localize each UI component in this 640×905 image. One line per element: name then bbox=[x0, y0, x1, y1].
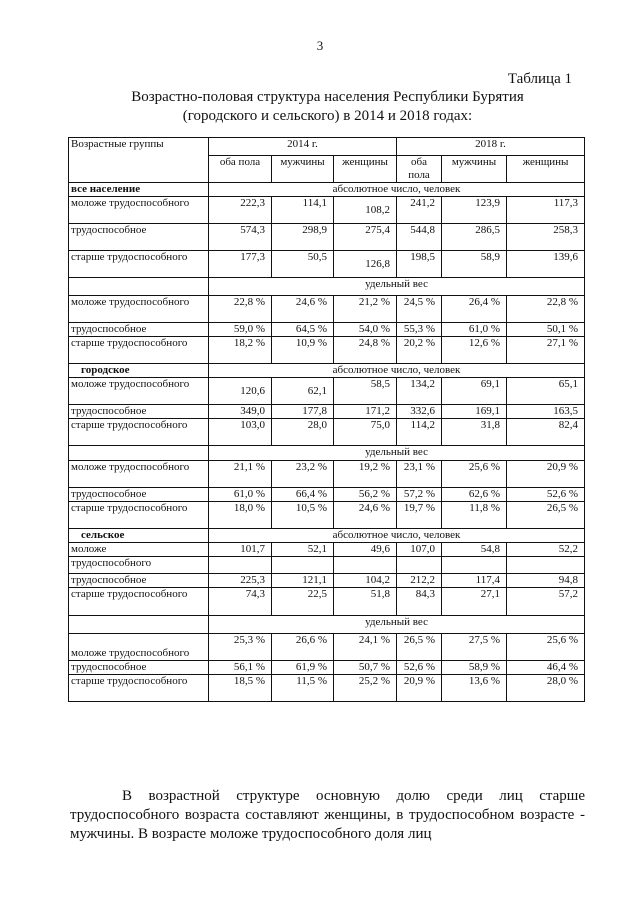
table-cell: 58,5 bbox=[334, 378, 397, 405]
table-cell: 10,9 % bbox=[272, 337, 334, 364]
header-row-years bbox=[69, 138, 585, 156]
table-cell: 12,6 % bbox=[442, 337, 507, 364]
table-cell: 64,5 % bbox=[272, 323, 334, 337]
table-cell: 171,2 bbox=[334, 405, 397, 419]
table-row bbox=[69, 378, 585, 405]
table-cell: 11,8 % bbox=[442, 502, 507, 529]
table-row bbox=[69, 405, 585, 419]
empty-cell bbox=[69, 446, 209, 461]
table-cell: 225,3 bbox=[209, 574, 272, 588]
section-label-urban: городское bbox=[69, 364, 209, 378]
row-label-working: трудоспособное bbox=[69, 488, 209, 502]
empty-cell bbox=[507, 557, 585, 574]
table-cell: 120,6 bbox=[209, 378, 272, 405]
table-cell: 24,6 % bbox=[272, 296, 334, 323]
table-cell: 20,9 % bbox=[397, 675, 442, 702]
title-line-2: (городского и сельского) в 2014 и 2018 годах: bbox=[182, 108, 473, 124]
table-cell: 52,2 bbox=[507, 543, 585, 557]
share-header-row bbox=[69, 616, 585, 634]
page-number: 3 bbox=[316, 38, 324, 53]
table-row bbox=[69, 488, 585, 502]
table-row bbox=[69, 337, 585, 364]
table-row bbox=[69, 224, 585, 251]
table-cell: 258,3 bbox=[507, 224, 585, 251]
table-cell: 121,1 bbox=[272, 574, 334, 588]
row-label-younger: моложе трудоспособного bbox=[69, 634, 209, 661]
table-cell: 22,8 % bbox=[507, 296, 585, 323]
table-cell: 13,6 % bbox=[442, 675, 507, 702]
table-cell: 24,8 % bbox=[334, 337, 397, 364]
table-row bbox=[69, 197, 585, 224]
table-row bbox=[69, 557, 585, 574]
row-label-older: старше трудоспособного bbox=[69, 337, 209, 364]
table-cell: 74,3 bbox=[209, 588, 272, 616]
table-cell: 107,0 bbox=[397, 543, 442, 557]
table-cell: 169,1 bbox=[442, 405, 507, 419]
table-cell: 27,1 % bbox=[507, 337, 585, 364]
table-cell: 26,5 % bbox=[507, 502, 585, 529]
table-cell: 298,9 bbox=[272, 224, 334, 251]
subheader-absolute: абсолютное число, человек bbox=[209, 183, 585, 197]
header-both: оба пола bbox=[209, 156, 272, 183]
table-row bbox=[69, 419, 585, 446]
header-year-2018: 2018 г. bbox=[397, 138, 585, 156]
row-label-working: трудоспособное bbox=[69, 224, 209, 251]
table-cell: 61,0 % bbox=[442, 323, 507, 337]
section-row-all bbox=[69, 183, 585, 197]
table-cell: 22,5 bbox=[272, 588, 334, 616]
table-cell: 241,2 bbox=[397, 197, 442, 224]
table-cell: 52,6 % bbox=[507, 488, 585, 502]
table-cell: 19,7 % bbox=[397, 502, 442, 529]
table-body bbox=[69, 138, 585, 702]
table-cell: 114,2 bbox=[397, 419, 442, 446]
table-cell: 52,6 % bbox=[397, 661, 442, 675]
row-label-younger: моложе трудоспособного bbox=[69, 296, 209, 323]
table-row bbox=[69, 543, 585, 557]
table-cell: 332,6 bbox=[397, 405, 442, 419]
row-label-younger-part1: моложе bbox=[69, 543, 209, 557]
table-row bbox=[69, 661, 585, 675]
row-label-younger: моложе трудоспособного bbox=[69, 461, 209, 488]
empty-cell bbox=[209, 557, 272, 574]
table-cell: 25,6 % bbox=[442, 461, 507, 488]
table-row bbox=[69, 251, 585, 278]
row-label-working: трудоспособное bbox=[69, 574, 209, 588]
population-structure-table bbox=[68, 137, 585, 702]
section-label-rural: сельское bbox=[69, 529, 209, 543]
table-cell: 66,4 % bbox=[272, 488, 334, 502]
table-cell: 24,5 % bbox=[397, 296, 442, 323]
subheader-share: удельный вес bbox=[209, 446, 585, 461]
row-label-working: трудоспособное bbox=[69, 661, 209, 675]
table-cell: 59,0 % bbox=[209, 323, 272, 337]
table-row bbox=[69, 634, 585, 661]
row-label-younger: моложе трудоспособного bbox=[69, 197, 209, 224]
header-women: женщины bbox=[334, 156, 397, 183]
body-paragraph bbox=[70, 787, 585, 844]
table-cell: 198,5 bbox=[397, 251, 442, 278]
row-label-older: старше трудоспособного bbox=[69, 419, 209, 446]
header-women: женщины bbox=[507, 156, 585, 183]
table-cell: 28,0 bbox=[272, 419, 334, 446]
row-label-older: старше трудоспособного bbox=[69, 675, 209, 702]
table-row bbox=[69, 461, 585, 488]
share-header-row bbox=[69, 446, 585, 461]
table-cell: 75,0 bbox=[334, 419, 397, 446]
table-cell: 25,6 % bbox=[507, 634, 585, 661]
table-cell: 177,3 bbox=[209, 251, 272, 278]
row-label-younger: моложе трудоспособного bbox=[69, 378, 209, 405]
table-cell: 24,6 % bbox=[334, 502, 397, 529]
table-cell: 20,9 % bbox=[507, 461, 585, 488]
table-title bbox=[70, 88, 585, 126]
table-cell: 544,8 bbox=[397, 224, 442, 251]
subheader-absolute: абсолютное число, человек bbox=[209, 364, 585, 378]
header-age-groups: Возрастные группы bbox=[69, 138, 209, 183]
header-both: оба пола bbox=[397, 156, 442, 183]
table-cell: 117,4 bbox=[442, 574, 507, 588]
section-label-all: все население bbox=[69, 183, 209, 197]
table-cell: 49,6 bbox=[334, 543, 397, 557]
row-label-working: трудоспособное bbox=[69, 323, 209, 337]
table-cell: 65,1 bbox=[507, 378, 585, 405]
table-cell: 62,1 bbox=[272, 378, 334, 405]
table-cell: 27,5 % bbox=[442, 634, 507, 661]
table-cell: 286,5 bbox=[442, 224, 507, 251]
table-cell: 52,1 bbox=[272, 543, 334, 557]
table-row bbox=[69, 675, 585, 702]
table-cell: 275,4 bbox=[334, 224, 397, 251]
table-row bbox=[69, 323, 585, 337]
header-men: мужчины bbox=[442, 156, 507, 183]
table-cell: 114,1 bbox=[272, 197, 334, 224]
table-cell: 57,2 % bbox=[397, 488, 442, 502]
table-cell: 126,8 bbox=[334, 251, 397, 278]
table-cell: 28,0 % bbox=[507, 675, 585, 702]
table-cell: 26,5 % bbox=[397, 634, 442, 661]
table-cell: 21,2 % bbox=[334, 296, 397, 323]
table-cell: 23,1 % bbox=[397, 461, 442, 488]
table-cell: 56,1 % bbox=[209, 661, 272, 675]
row-label-older: старше трудоспособного bbox=[69, 588, 209, 616]
table-cell: 22,8 % bbox=[209, 296, 272, 323]
header-year-2014: 2014 г. bbox=[209, 138, 397, 156]
table-cell: 25,2 % bbox=[334, 675, 397, 702]
table-cell: 10,5 % bbox=[272, 502, 334, 529]
table-cell: 58,9 bbox=[442, 251, 507, 278]
table-cell: 24,1 % bbox=[334, 634, 397, 661]
table-row bbox=[69, 502, 585, 529]
table-cell: 104,2 bbox=[334, 574, 397, 588]
table-row bbox=[69, 588, 585, 616]
subheader-absolute: абсолютное число, человек bbox=[209, 529, 585, 543]
table-cell: 51,8 bbox=[334, 588, 397, 616]
table-cell: 212,2 bbox=[397, 574, 442, 588]
table-cell: 26,4 % bbox=[442, 296, 507, 323]
empty-cell bbox=[69, 278, 209, 296]
subheader-share: удельный вес bbox=[209, 616, 585, 634]
table-cell: 61,0 % bbox=[209, 488, 272, 502]
table-cell: 349,0 bbox=[209, 405, 272, 419]
table-cell: 54,0 % bbox=[334, 323, 397, 337]
table-cell: 139,6 bbox=[507, 251, 585, 278]
table-cell: 134,2 bbox=[397, 378, 442, 405]
table-cell: 18,2 % bbox=[209, 337, 272, 364]
table-cell: 69,1 bbox=[442, 378, 507, 405]
row-label-younger-part2: трудоспособного bbox=[69, 557, 209, 574]
table-cell: 50,7 % bbox=[334, 661, 397, 675]
table-cell: 61,9 % bbox=[272, 661, 334, 675]
paragraph-text: В возрастной структуре основную долю среди лиц старше трудоспособного возраста составляют женщины, в трудоспособном возрасте - мужчины. В возрасте моложе трудоспособного доля лиц bbox=[70, 788, 585, 842]
row-label-older: старше трудоспособного bbox=[69, 502, 209, 529]
table-cell: 574,3 bbox=[209, 224, 272, 251]
table-cell: 18,5 % bbox=[209, 675, 272, 702]
share-header-row bbox=[69, 278, 585, 296]
table-cell: 222,3 bbox=[209, 197, 272, 224]
table-cell: 18,0 % bbox=[209, 502, 272, 529]
empty-cell bbox=[442, 557, 507, 574]
empty-cell bbox=[69, 616, 209, 634]
table-cell: 62,6 % bbox=[442, 488, 507, 502]
subheader-share: удельный вес bbox=[209, 278, 585, 296]
table-cell: 108,2 bbox=[334, 197, 397, 224]
title-line-1: Возрастно-половая структура населения Республики Бурятия bbox=[131, 89, 524, 105]
table-cell: 19,2 % bbox=[334, 461, 397, 488]
table-cell: 57,2 bbox=[507, 588, 585, 616]
table-cell: 50,5 bbox=[272, 251, 334, 278]
table-cell: 123,9 bbox=[442, 197, 507, 224]
table-cell: 21,1 % bbox=[209, 461, 272, 488]
empty-cell bbox=[397, 557, 442, 574]
table-cell: 58,9 % bbox=[442, 661, 507, 675]
table-cell: 27,1 bbox=[442, 588, 507, 616]
section-row-rural bbox=[69, 529, 585, 543]
table-cell: 117,3 bbox=[507, 197, 585, 224]
row-label-older: старше трудоспособного bbox=[69, 251, 209, 278]
table-cell: 84,3 bbox=[397, 588, 442, 616]
empty-cell bbox=[272, 557, 334, 574]
table-cell: 11,5 % bbox=[272, 675, 334, 702]
table-row bbox=[69, 574, 585, 588]
table-cell: 46,4 % bbox=[507, 661, 585, 675]
section-row-urban bbox=[69, 364, 585, 378]
table-cell: 50,1 % bbox=[507, 323, 585, 337]
table-cell: 55,3 % bbox=[397, 323, 442, 337]
table-cell: 82,4 bbox=[507, 419, 585, 446]
table-cell: 94,8 bbox=[507, 574, 585, 588]
table-cell: 101,7 bbox=[209, 543, 272, 557]
table-cell: 56,2 % bbox=[334, 488, 397, 502]
table-cell: 103,0 bbox=[209, 419, 272, 446]
table-cell: 20,2 % bbox=[397, 337, 442, 364]
empty-cell bbox=[334, 557, 397, 574]
table-cell: 25,3 % bbox=[209, 634, 272, 661]
row-label-working: трудоспособное bbox=[69, 405, 209, 419]
table-cell: 26,6 % bbox=[272, 634, 334, 661]
table-cell: 177,8 bbox=[272, 405, 334, 419]
table-cell: 163,5 bbox=[507, 405, 585, 419]
table-row bbox=[69, 296, 585, 323]
table-cell: 54,8 bbox=[442, 543, 507, 557]
table-label: Таблица 1 bbox=[507, 71, 572, 87]
table-cell: 23,2 % bbox=[272, 461, 334, 488]
header-men: мужчины bbox=[272, 156, 334, 183]
table-cell: 31,8 bbox=[442, 419, 507, 446]
